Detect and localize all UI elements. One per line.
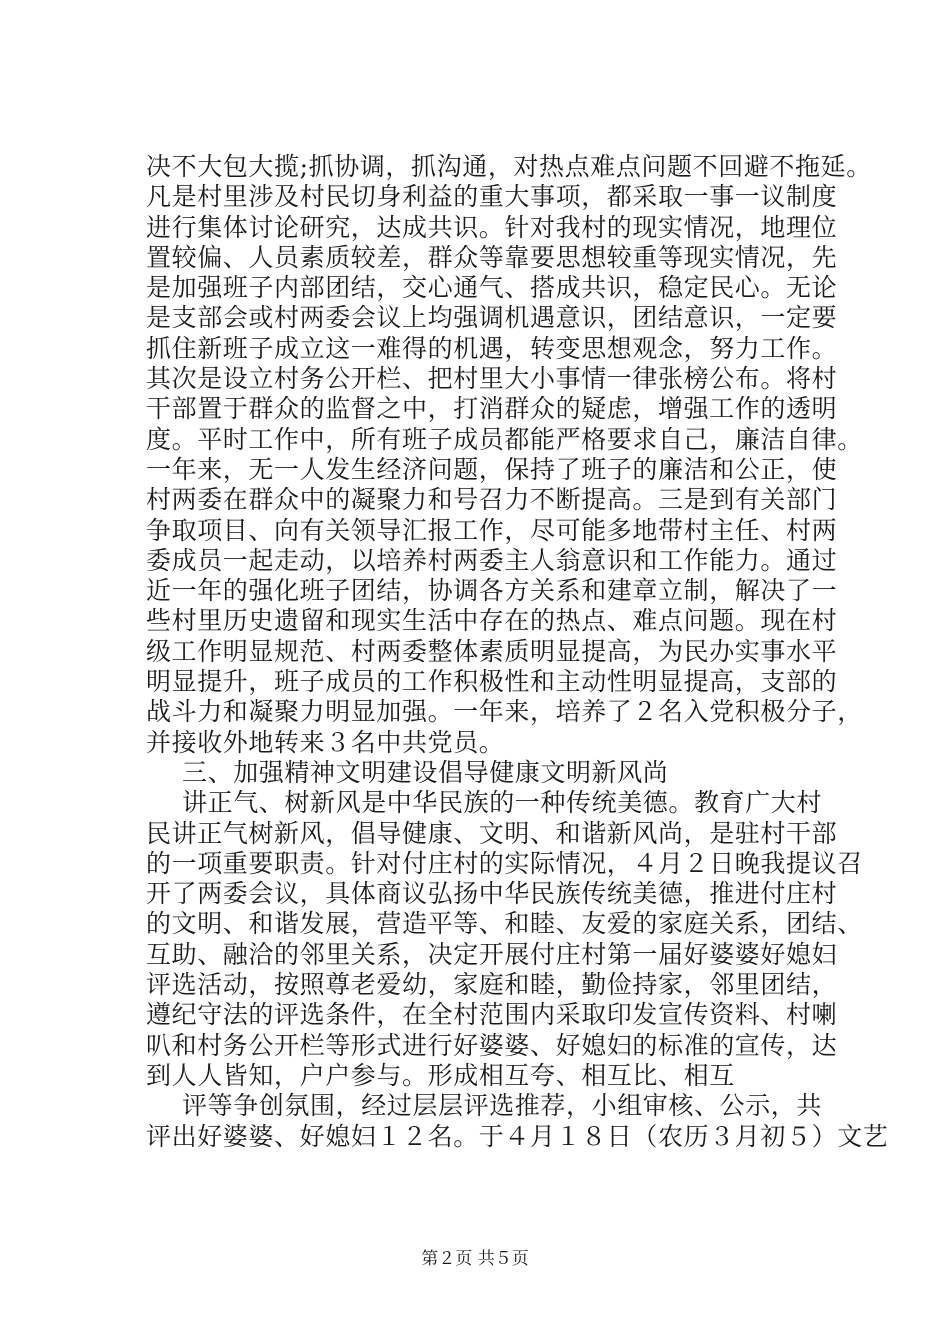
text-line: 级工作明显规范、村两委整体素质明显提高，为民办实事水平 [146,636,838,666]
text-line: 并接收外地转来３名中共党员。 [146,727,505,757]
document-body [146,152,889,1152]
text-line: 凡是村里涉及村民切身利益的重大事项，都采取一事一议制度 [146,182,838,212]
page-number-footer: 第２页 共５页 [421,1249,529,1269]
text-line: 干部置于群众的监督之中，打消群众的疑虑，增强工作的透明 [146,394,838,424]
text-line: 一年来，无一人发生经济问题，保持了班子的廉洁和公正，使 [146,454,838,484]
text-line: 互助、融洽的邻里关系，决定开展付庄村第一届好婆婆好媳妇 [146,939,838,969]
text-line: 些村里历史遗留和现实生活中存在的热点、难点问题。现在村 [146,606,838,636]
text-line: 度。平时工作中，所有班子成员都能严格要求自己，廉洁自律。 [146,424,863,454]
text-line: 是加强班子内部团结，交心通气、搭成共识，稳定民心。无论 [146,273,838,303]
text-line: 到人人皆知，户户参与。形成相互夸、相互比、相互 [146,1060,735,1090]
text-line: 叭和村务公开栏等形式进行好婆婆、好媳妇的标准的宣传，达 [146,1030,838,1060]
text-line: 决不大包大揽;抓协调，抓沟通，对热点难点问题不回避不拖延。 [146,152,872,181]
text-line: 明显提升，班子成员的工作积极性和主动性明显提高，支部的 [146,667,838,697]
text-line: 开了两委会议，具体商议弘扬中华民族传统美德，推进付庄村 [146,879,838,909]
text-line: 遵纪守法的评选条件，在全村范围内采取印发宣传资料、村喇 [146,1000,838,1030]
text-line: 的一项重要职责。针对付庄村的实际情况，４月２日晚我提议召 [146,848,863,878]
text-line: 村两委在群众中的凝聚力和号召力不断提高。三是到有关部门 [146,485,838,515]
text-line: 是支部会或村两委会议上均强调机遇意识，团结意识，一定要 [146,303,838,333]
text-line: 的文明、和谐发展，营造平等、和睦、友爱的家庭关系，团结、 [146,909,863,939]
text-line: 委成员一起走动，以培养村两委主人翁意识和工作能力。通过 [146,545,838,575]
paragraph-first-line: 评等争创氛围，经过层层评选推荐，小组审核、公示，共 [182,1091,823,1121]
text-line: 评出好婆婆、好媳妇１２名。于４月１８日（农历３月初５）文艺 [146,1121,889,1151]
text-line: 进行集体讨论研究，达成共识。针对我村的现实情况，地理位 [146,212,838,242]
text-line: 近一年的强化班子团结，协调各方关系和建章立制，解决了一 [146,576,838,606]
text-line: 置较偏、人员素质较差，群众等靠要思想较重等现实情况，先 [146,242,838,272]
text-line: 其次是设立村务公开栏、把村里大小事情一律张榜公布。将村 [146,364,838,394]
text-line: 民讲正气树新风，倡导健康、文明、和谐新风尚，是驻村干部 [146,818,838,848]
text-line: 战斗力和凝聚力明显加强。一年来，培养了２名入党积极分子， [146,697,863,727]
paragraph-first-line: 讲正气、树新风是中华民族的一种传统美德。教育广大村 [182,788,823,818]
text-line: 抓住新班子成立这一难得的机遇，转变思想观念，努力工作。 [146,333,838,363]
section-heading: 三、加强精神文明建设倡导健康文明新风尚 [182,757,669,787]
text-line: 评选活动，按照尊老爱幼，家庭和睦，勤俭持家，邻里团结， [146,970,838,1000]
text-line: 争取项目、向有关领导汇报工作，尽可能多地带村主任、村两 [146,515,838,545]
